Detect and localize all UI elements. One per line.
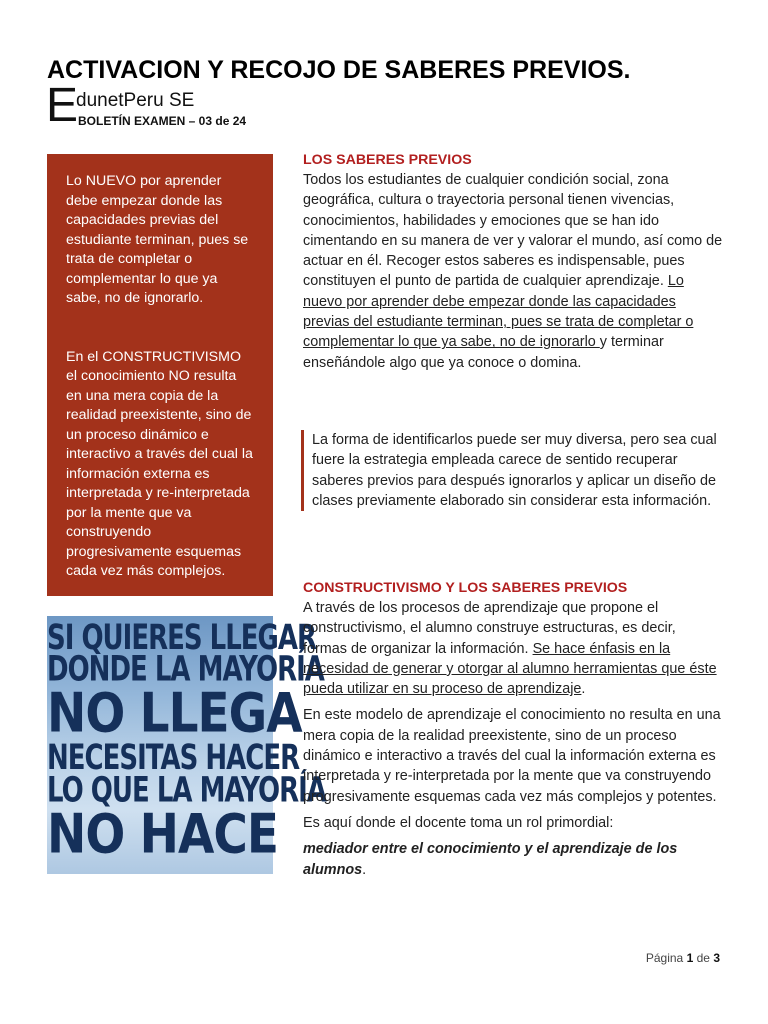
page-of: de [696,951,710,965]
blockquote [301,430,732,511]
poster-line-1: SI QUIERES LLEGAR [47,617,317,659]
brand-block [46,79,306,132]
current-page: 1 [686,951,694,965]
page-label: Página [645,951,684,965]
section-paragraph [303,170,723,373]
paragraph-text: . [581,681,586,698]
brand-subtitle: BOLETÍN EXAMEN – 03 de 24 [78,114,247,128]
sidebar-paragraph-1: Lo NUEVO por aprender debe empezar donde las capacidades previas del estudiante terminan, pues se trata de completar o complementar lo que ya sabe, no de ignorarlo. [66,173,249,306]
brand-name: dunetPeru SE [76,90,195,111]
section-saberes-previos [303,150,723,373]
paragraph-text: y terminar enseñándole algo que ya conoce o domina. [303,334,664,371]
poster-line-3: NO LLEGA [47,681,302,746]
paragraph-text: A través de los procesos de aprendizaje que propone el constructivismo, el alumno construye estructuras, es decir, formas de organizar la información. [303,600,676,657]
sidebar-paragraph-2: En el CONSTRUCTIVISMO el conocimiento NO resulta en una mera copia de la realidad preexistente, sino de un proceso dinámico e interactivo a través del cual la información externa es interpretada y re-interpretada por la mente que va construyendo progresivamente esquemas cada vez más complejos. [66,348,253,579]
section-paragraph [303,839,723,880]
poster-line-2: DONDE LA MAYORÍA [47,649,324,691]
total-pages: 3 [713,951,720,965]
motivational-poster-image [47,616,326,874]
underlined-text: Lo nuevo por aprender debe empezar donde las capacidades previas del estudiante terminan, pues se trata de completar o complementar lo que ya sabe, no de ignorarlo [303,273,694,351]
section-constructivismo [303,578,723,880]
section-paragraph: En este modelo de aprendizaje el conocimiento no resulta en una mera copia de la realidad preexistente, sino de un proceso dinámico e interactivo a través del cual la información externa es interpretada y re-interpretada por la mente que va construyendo progresivamente esquemas cada vez más complejos y potentes. [303,707,721,805]
poster-line-6: NO HACE [47,802,278,867]
emphasis-text: mediador entre el conocimiento y el aprendizaje de los alumnos [303,841,678,878]
paragraph-text: Todos los estudiantes de cualquier condición social, zona geográfica, cultura o trayectoria personal tienen vivencias, conocimientos, habilidades y emociones que se han ido cimentando en su manera de ver y valorar el mundo, así como de actuar en él. Recoger estos saberes es indispensable, pues constituyen el punto de partida de cualquier aprendizaje. [303,172,723,290]
section-paragraph [303,598,723,699]
sidebar-callout [47,154,273,596]
page-number [646,951,720,965]
poster-line-4: NECESITAS HACER [47,737,300,779]
section-heading: CONSTRUCTIVISMO Y LOS SABERES PREVIOS [303,580,628,596]
quote-text: La forma de identificarlos puede ser muy diversa, pero sea cual fuere la estrategia empleada carece de sentido recuperar saberes previos para después ignorarlos y aplicar un diseño de clases previamente elaborado sin considerar esta información. [312,432,717,509]
section-paragraph: Es aquí donde el docente toma un rol primordial: [303,814,614,831]
section-heading: LOS SABERES PREVIOS [303,152,472,168]
poster-line-5: LO QUE LA MAYORÍA [47,770,326,812]
underlined-text: Se hace énfasis en la necesidad de generar y otorgar al alumno herramientas que éste pueda utilizar en su proceso de aprendizaje [303,640,717,698]
brand-initial: E [46,79,79,132]
paragraph-text: . [362,861,367,878]
page-title: ACTIVACION Y RECOJO DE SABERES PREVIOS. [47,56,631,84]
